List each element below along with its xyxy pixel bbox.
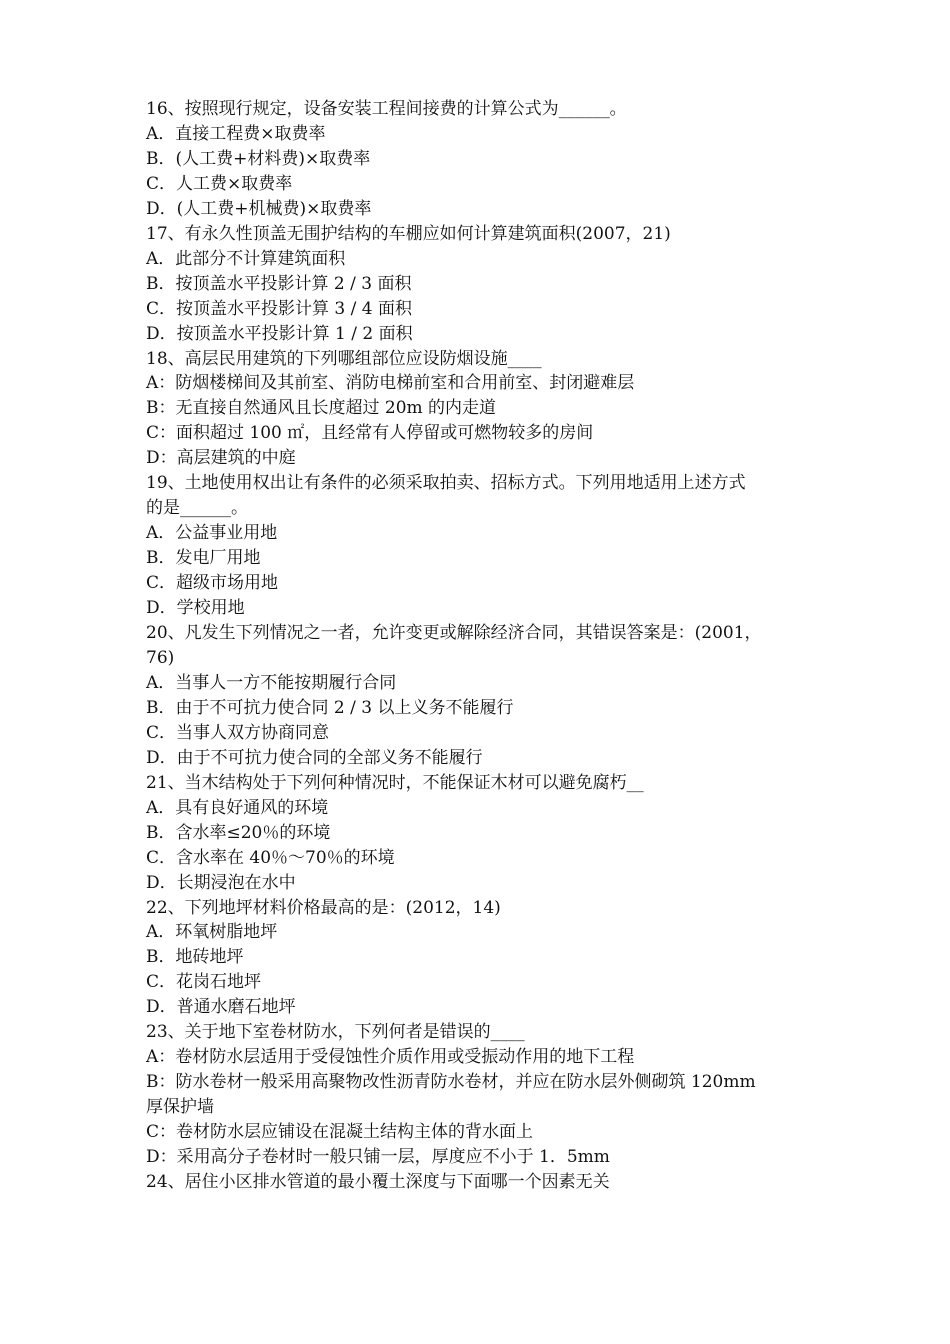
question-23-option-b: B：防水卷材一般采用高聚物改性沥青防水卷材，并应在防水层外侧砌筑 120mm [146,1072,756,1093]
question-18-option-b: B：无直接自然通风且长度超过 20m 的内走道 [146,398,497,419]
question-23-option-d: D：采用高分子卷材时一般只铺一层，厚度应不小于 1．5mm [146,1147,610,1168]
question-21-option-d: D．长期浸泡在水中 [146,872,296,893]
question-17-text: 17、有永久性顶盖无围护结构的车棚应如何计算建筑面积(2007，21) [146,223,671,244]
question-16-option-b: B．(人工费+材料费)×取费率 [146,148,371,169]
question-22-option-a: A．环氧树脂地坪 [146,922,278,943]
question-19-option-d: D．学校用地 [146,598,245,619]
question-23-option-b-continued: 厚保护墙 [146,1097,214,1118]
question-17-option-a: A．此部分不计算建筑面积 [146,248,346,269]
question-22-option-b: B．地砖地坪 [146,947,244,968]
question-21-option-a: A．具有良好通风的环境 [146,797,329,818]
question-18-option-a: A：防烟楼梯间及其前室、消防电梯前室和合用前室、封闭避难层 [146,373,635,394]
document-page [146,97,816,1195]
question-16-option-d: D．(人工费+机械费)×取费率 [146,198,372,219]
question-19-option-c: C．超级市场用地 [146,573,279,594]
question-21-option-b: B．含水率≤20％的环境 [146,822,331,843]
question-17-option-c: C．按顶盖水平投影计算 3 / 4 面积 [146,298,412,319]
question-20-option-c: C．当事人双方协商同意 [146,722,330,743]
question-21-option-c: C．含水率在 40％～70％的环境 [146,847,395,868]
question-16-text: 16、按照现行规定，设备安装工程间接费的计算公式为______。 [146,99,627,119]
question-20-option-b: B．由于不可抗力使合同 2 / 3 以上义务不能履行 [146,697,514,718]
question-19-text: 19、土地使用权出让有条件的必须采取拍卖、招标方式。下列用地适用上述方式 [146,473,746,494]
question-19-text-continued: 的是______。 [146,498,248,519]
question-19-option-a: A．公益事业用地 [146,523,278,544]
question-22-text: 22、下列地坪材料价格最高的是：(2012，14) [146,897,501,918]
question-23-option-a: A：卷材防水层适用于受侵蚀性介质作用或受振动作用的地下工程 [146,1047,635,1068]
question-18-option-d: D：高层建筑的中庭 [146,448,296,469]
question-21-text: 21、当木结构处于下列何种情况时，不能保证木材可以避免腐朽__ [146,772,644,793]
question-22-option-d: D．普通水磨石地坪 [146,997,296,1018]
question-19-option-b: B．发电厂用地 [146,548,261,569]
question-20-text: 20、凡发生下列情况之一者，允许变更或解除经济合同，其错误答案是：(2001， [146,623,762,644]
question-20-option-d: D．由于不可抗力使合同的全部义务不能履行 [146,747,483,768]
question-18-text: 18、高层民用建筑的下列哪组部位应设防烟设施____ [146,348,542,369]
question-16-option-c: C．人工费×取费率 [146,173,293,194]
question-23-text: 23、关于地下室卷材防水，下列何者是错误的____ [146,1022,525,1043]
question-23-option-c: C：卷材防水层应铺设在混凝土结构主体的背水面上 [146,1122,534,1143]
question-24-text: 24、居住小区排水管道的最小覆土深度与下面哪一个因素无关 [146,1171,610,1192]
question-18-option-c: C：面积超过 100 ㎡，且经常有人停留或可燃物较多的房间 [146,423,594,444]
question-20-text-continued: 76) [146,647,175,668]
question-16-option-a: A．直接工程费×取费率 [146,123,326,144]
question-22-option-c: C．花岗石地坪 [146,972,262,993]
question-17-option-d: D．按顶盖水平投影计算 1 / 2 面积 [146,323,413,344]
question-17-option-b: B．按顶盖水平投影计算 2 / 3 面积 [146,273,412,294]
question-20-option-a: A．当事人一方不能按期履行合同 [146,672,397,693]
